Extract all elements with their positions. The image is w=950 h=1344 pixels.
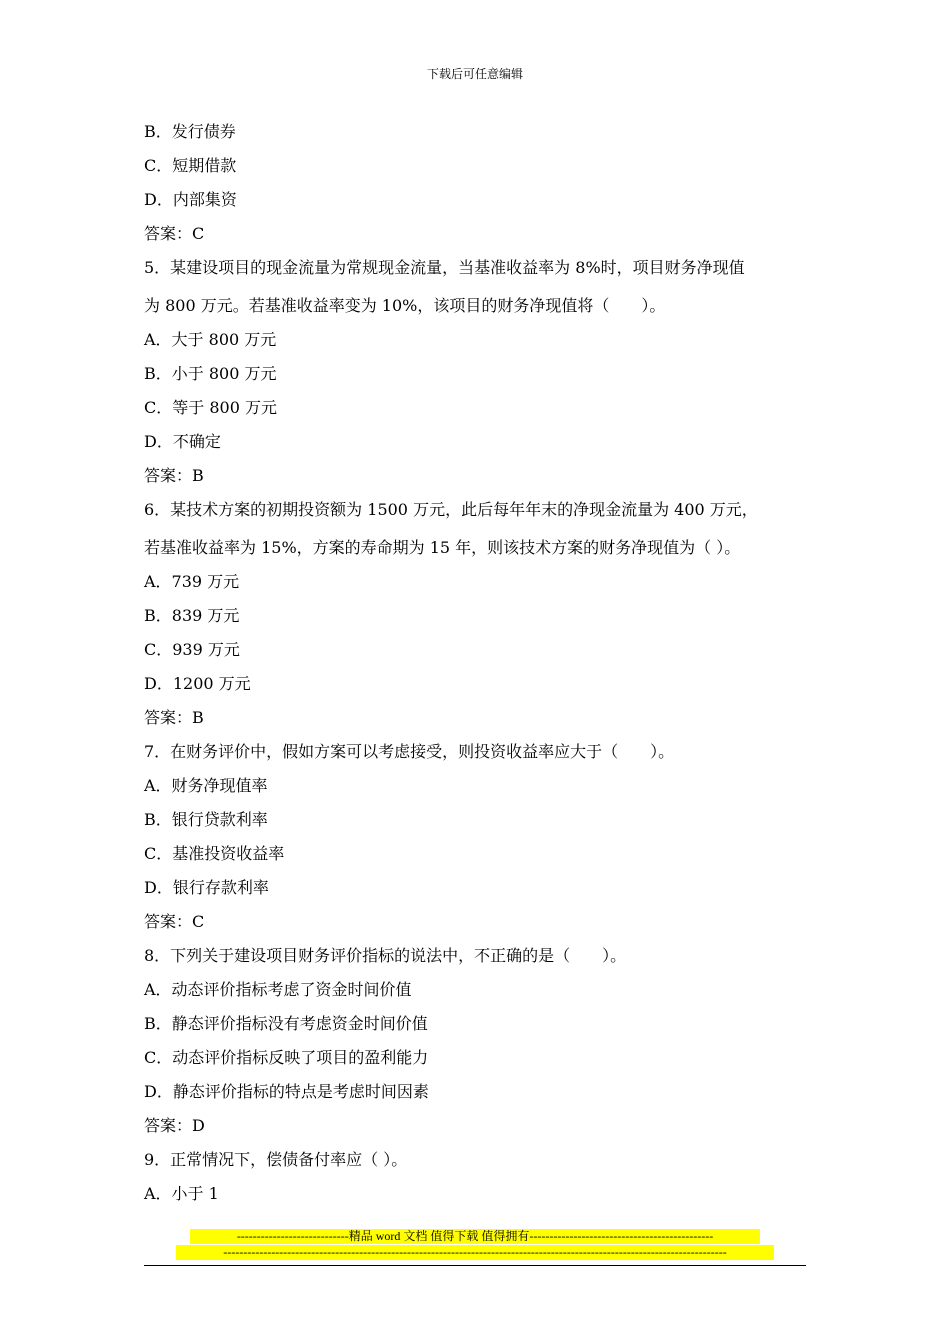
document-line: 7．在财务评价中，假如方案可以考虑接受，则投资收益率应大于（ ）。 (144, 742, 675, 761)
document-line: A．小于 1 (144, 1184, 219, 1203)
document-line: A．大于 800 万元 (144, 330, 277, 349)
document-line: A．739 万元 (144, 572, 240, 591)
document-line: 答案：C (144, 224, 205, 243)
document-line: A．动态评价指标考虑了资金时间价值 (144, 980, 412, 999)
document-line: D．1200 万元 (144, 674, 251, 693)
document-line: B．静态评价指标没有考虑资金时间价值 (144, 1014, 428, 1033)
document-line: C．基准投资收益率 (144, 844, 285, 863)
document-line: 若基准收益率为 15%，方案的寿命期为 15 年，则该技术方案的财务净现值为（ ）。 (144, 538, 741, 557)
footer-banner-line-1: ----------------------------精品 word 文档 值得下载 值得拥有---------------------------------------------- (190, 1229, 760, 1244)
document-line: C．等于 800 万元 (144, 398, 277, 417)
document-line: C．动态评价指标反映了项目的盈利能力 (144, 1048, 429, 1067)
document-line: D．银行存款利率 (144, 878, 269, 897)
page-footer (144, 1229, 806, 1266)
document-line: B．银行贷款利率 (144, 810, 268, 829)
document-line: 答案：B (144, 708, 204, 727)
document-line: 8．下列关于建设项目财务评价指标的说法中，不正确的是（ ）。 (144, 946, 627, 965)
document-line: B．839 万元 (144, 606, 240, 625)
document-line: C．短期借款 (144, 156, 237, 175)
document-line: D．内部集资 (144, 190, 237, 209)
document-line: 9．正常情况下，偿债备付率应（ ）。 (144, 1150, 408, 1169)
document-line: 答案：D (144, 1116, 205, 1135)
document-line: B．发行债券 (144, 122, 236, 141)
document-line: 5．某建设项目的现金流量为常规现金流量，当基准收益率为 8%时，项目财务净现值 (144, 258, 745, 277)
document-line: A．财务净现值率 (144, 776, 268, 795)
document-line: B．小于 800 万元 (144, 364, 277, 383)
document-line: C．939 万元 (144, 640, 240, 659)
footer-banner-line-2: ------------------------------------------------------------------------------------------------------------------------------ (176, 1245, 774, 1260)
document-line: 答案：C (144, 912, 205, 931)
page-header: 下载后可任意编辑 (426, 67, 523, 81)
document-line: 答案：B (144, 466, 204, 485)
document-line: D．静态评价指标的特点是考虑时间因素 (144, 1082, 429, 1101)
document-line: 6．某技术方案的初期投资额为 1500 万元，此后每年年末的净现金流量为 400 万元， (144, 500, 758, 519)
document-line: 为 800 万元。若基准收益率变为 10%，该项目的财务净现值将（ ）。 (144, 296, 666, 315)
document-line: D．不确定 (144, 432, 221, 451)
